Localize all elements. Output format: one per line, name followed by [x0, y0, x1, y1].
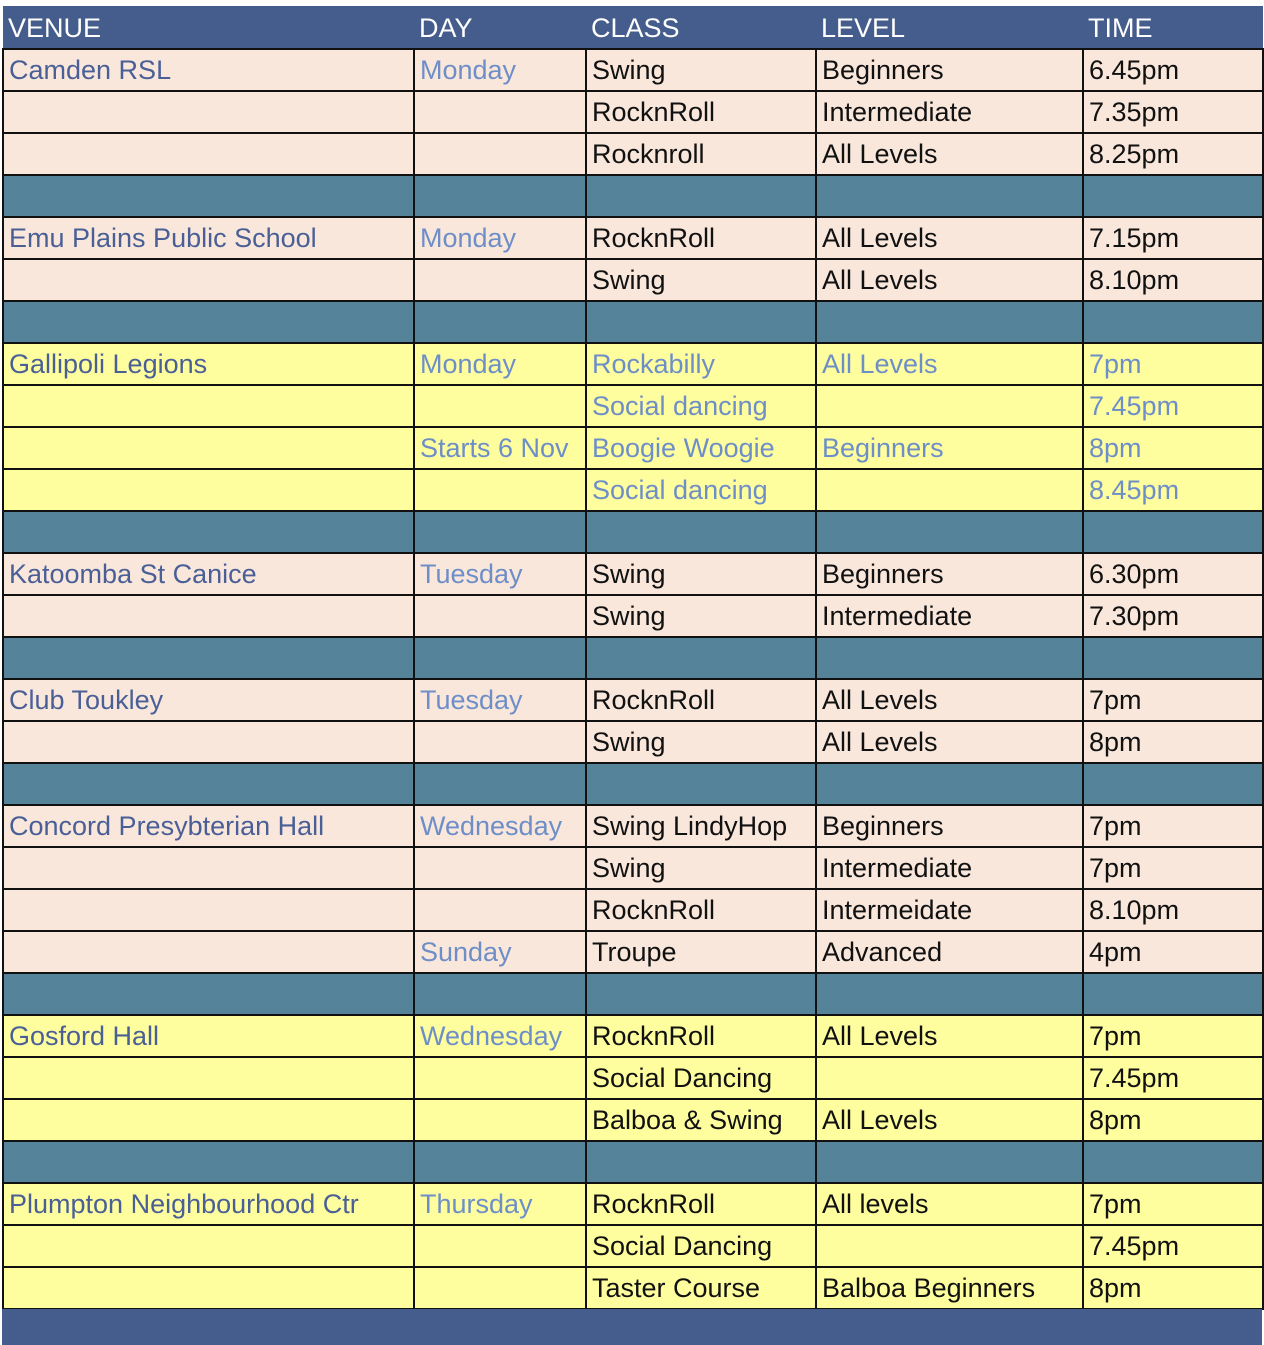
separator-cell — [816, 973, 1083, 1015]
separator-cell — [816, 637, 1083, 679]
class-cell: Swing — [586, 721, 816, 763]
separator-cell — [586, 511, 816, 553]
class-cell: Social Dancing — [586, 1057, 816, 1099]
venue-cell — [3, 1267, 414, 1309]
time-cell: 8pm — [1083, 721, 1263, 763]
separator-cell — [1083, 637, 1263, 679]
day-cell — [414, 1099, 586, 1141]
venue-cell — [3, 427, 414, 469]
schedule-row — [3, 133, 1263, 175]
time-cell: 6.30pm — [1083, 553, 1263, 595]
venue-cell — [3, 1225, 414, 1267]
level-cell: Intermediate — [816, 595, 1083, 637]
time-cell: 8.25pm — [1083, 133, 1263, 175]
schedule-row — [3, 721, 1263, 763]
separator-cell — [586, 301, 816, 343]
schedule-body — [3, 49, 1263, 1309]
level-cell: Intermediate — [816, 91, 1083, 133]
schedule-row — [3, 1225, 1263, 1267]
separator-cell — [816, 511, 1083, 553]
level-cell: Advanced — [816, 931, 1083, 973]
schedule-row — [3, 679, 1263, 721]
day-cell: Wednesday — [414, 805, 586, 847]
venue-cell: Concord Presybterian Hall — [3, 805, 414, 847]
day-cell: Sunday — [414, 931, 586, 973]
venue-cell — [3, 931, 414, 973]
time-cell: 8.45pm — [1083, 469, 1263, 511]
separator-cell — [816, 175, 1083, 217]
class-cell: Social dancing — [586, 469, 816, 511]
schedule-row — [3, 1057, 1263, 1099]
separator-cell — [1083, 763, 1263, 805]
time-column-header: TIME — [1083, 6, 1263, 49]
day-cell: Tuesday — [414, 679, 586, 721]
time-cell: 8.10pm — [1083, 889, 1263, 931]
schedule-row — [3, 343, 1263, 385]
schedule-row — [3, 217, 1263, 259]
day-cell — [414, 1057, 586, 1099]
day-cell — [414, 259, 586, 301]
time-cell: 6.45pm — [1083, 49, 1263, 91]
schedule-row — [3, 889, 1263, 931]
day-cell — [414, 385, 586, 427]
class-cell: RocknRoll — [586, 91, 816, 133]
day-cell — [414, 1225, 586, 1267]
venue-cell — [3, 133, 414, 175]
day-cell: Wednesday — [414, 1015, 586, 1057]
day-cell — [414, 469, 586, 511]
venue-cell: Katoomba St Canice — [3, 553, 414, 595]
level-cell: Beginners — [816, 427, 1083, 469]
class-cell: RocknRoll — [586, 679, 816, 721]
class-cell: Rocknroll — [586, 133, 816, 175]
venue-cell — [3, 1057, 414, 1099]
schedule-row — [3, 1015, 1263, 1057]
time-cell: 4pm — [1083, 931, 1263, 973]
time-cell: 8pm — [1083, 427, 1263, 469]
separator-cell — [3, 301, 414, 343]
venue-cell: Club Toukley — [3, 679, 414, 721]
class-cell: Swing — [586, 553, 816, 595]
separator-cell — [586, 973, 816, 1015]
time-cell: 8pm — [1083, 1267, 1263, 1309]
schedule-row — [3, 385, 1263, 427]
schedule-row — [3, 1267, 1263, 1309]
separator-cell — [414, 301, 586, 343]
level-cell: All levels — [816, 1183, 1083, 1225]
separator-cell — [414, 511, 586, 553]
class-cell: Boogie Woogie — [586, 427, 816, 469]
venue-cell — [3, 721, 414, 763]
level-cell: All Levels — [816, 217, 1083, 259]
day-cell — [414, 847, 586, 889]
schedule-row — [3, 553, 1263, 595]
class-cell: Swing LindyHop — [586, 805, 816, 847]
time-cell: 7.45pm — [1083, 1225, 1263, 1267]
venue-cell — [3, 1099, 414, 1141]
level-cell — [816, 469, 1083, 511]
separator-row — [3, 763, 1263, 805]
level-cell — [816, 1225, 1083, 1267]
venue-cell — [3, 469, 414, 511]
venue-cell: Gallipoli Legions — [3, 343, 414, 385]
separator-cell — [816, 763, 1083, 805]
time-cell: 7.45pm — [1083, 385, 1263, 427]
class-cell: Swing — [586, 847, 816, 889]
separator-cell — [414, 973, 586, 1015]
separator-row — [3, 511, 1263, 553]
venue-cell — [3, 385, 414, 427]
schedule-row — [3, 469, 1263, 511]
class-cell: RocknRoll — [586, 217, 816, 259]
day-cell: Tuesday — [414, 553, 586, 595]
level-cell: All Levels — [816, 721, 1083, 763]
header-row — [3, 6, 1263, 49]
class-cell: Social dancing — [586, 385, 816, 427]
day-cell — [414, 1267, 586, 1309]
day-cell: Monday — [414, 49, 586, 91]
class-cell: RocknRoll — [586, 889, 816, 931]
separator-cell — [414, 763, 586, 805]
venue-cell — [3, 847, 414, 889]
separator-row — [3, 973, 1263, 1015]
schedule-row — [3, 931, 1263, 973]
time-cell: 7.15pm — [1083, 217, 1263, 259]
separator-row — [3, 1141, 1263, 1183]
day-cell — [414, 133, 586, 175]
class-cell: Rockabilly — [586, 343, 816, 385]
level-cell: Balboa Beginners — [816, 1267, 1083, 1309]
venue-cell: Plumpton Neighbourhood Ctr — [3, 1183, 414, 1225]
separator-cell — [586, 1141, 816, 1183]
class-cell: RocknRoll — [586, 1183, 816, 1225]
separator-cell — [1083, 511, 1263, 553]
separator-cell — [816, 301, 1083, 343]
day-cell: Thursday — [414, 1183, 586, 1225]
day-cell: Monday — [414, 343, 586, 385]
time-cell: 7pm — [1083, 1015, 1263, 1057]
level-cell: All Levels — [816, 1015, 1083, 1057]
separator-cell — [3, 175, 414, 217]
level-cell: All Levels — [816, 1099, 1083, 1141]
class-cell: Swing — [586, 595, 816, 637]
separator-row — [3, 301, 1263, 343]
separator-cell — [414, 175, 586, 217]
separator-cell — [3, 973, 414, 1015]
day-cell — [414, 91, 586, 133]
time-cell: 7.45pm — [1083, 1057, 1263, 1099]
class-cell: Balboa & Swing — [586, 1099, 816, 1141]
day-column-header: DAY — [414, 6, 586, 49]
time-cell: 7pm — [1083, 343, 1263, 385]
schedule-row — [3, 847, 1263, 889]
class-schedule-table — [2, 6, 1264, 1310]
class-cell: Troupe — [586, 931, 816, 973]
footer-bar — [2, 1309, 1262, 1345]
separator-cell — [586, 763, 816, 805]
schedule-row — [3, 49, 1263, 91]
time-cell: 8pm — [1083, 1099, 1263, 1141]
venue-cell: Emu Plains Public School — [3, 217, 414, 259]
class-cell: RocknRoll — [586, 1015, 816, 1057]
time-cell: 7pm — [1083, 1183, 1263, 1225]
venue-cell — [3, 595, 414, 637]
schedule-row — [3, 1099, 1263, 1141]
class-column-header: CLASS — [586, 6, 816, 49]
day-cell — [414, 889, 586, 931]
day-cell: Monday — [414, 217, 586, 259]
separator-cell — [1083, 1141, 1263, 1183]
venue-cell: Camden RSL — [3, 49, 414, 91]
day-cell — [414, 595, 586, 637]
schedule-row — [3, 91, 1263, 133]
level-cell — [816, 385, 1083, 427]
time-cell: 7.35pm — [1083, 91, 1263, 133]
separator-cell — [3, 763, 414, 805]
separator-cell — [1083, 175, 1263, 217]
time-cell: 8.10pm — [1083, 259, 1263, 301]
level-cell: Beginners — [816, 805, 1083, 847]
separator-cell — [3, 637, 414, 679]
venue-column-header: VENUE — [3, 6, 414, 49]
separator-cell — [3, 1141, 414, 1183]
venue-cell: Gosford Hall — [3, 1015, 414, 1057]
level-cell: All Levels — [816, 679, 1083, 721]
level-cell: Beginners — [816, 49, 1083, 91]
time-cell: 7.30pm — [1083, 595, 1263, 637]
level-cell: Beginners — [816, 553, 1083, 595]
venue-cell — [3, 91, 414, 133]
venue-cell — [3, 259, 414, 301]
separator-cell — [816, 1141, 1083, 1183]
time-cell: 7pm — [1083, 805, 1263, 847]
level-cell: All Levels — [816, 259, 1083, 301]
separator-cell — [1083, 973, 1263, 1015]
schedule-row — [3, 805, 1263, 847]
class-cell: Social Dancing — [586, 1225, 816, 1267]
time-cell: 7pm — [1083, 847, 1263, 889]
class-cell: Taster Course — [586, 1267, 816, 1309]
venue-cell — [3, 889, 414, 931]
level-cell — [816, 1057, 1083, 1099]
class-cell: Swing — [586, 259, 816, 301]
schedule-row — [3, 595, 1263, 637]
separator-cell — [586, 175, 816, 217]
separator-row — [3, 175, 1263, 217]
level-column-header: LEVEL — [816, 6, 1083, 49]
day-cell — [414, 721, 586, 763]
schedule-row — [3, 1183, 1263, 1225]
level-cell: Intermeidate — [816, 889, 1083, 931]
time-cell: 7pm — [1083, 679, 1263, 721]
separator-cell — [414, 1141, 586, 1183]
class-cell: Swing — [586, 49, 816, 91]
separator-cell — [586, 637, 816, 679]
level-cell: Intermediate — [816, 847, 1083, 889]
separator-cell — [414, 637, 586, 679]
separator-row — [3, 637, 1263, 679]
schedule-row — [3, 259, 1263, 301]
separator-cell — [3, 511, 414, 553]
level-cell: All Levels — [816, 343, 1083, 385]
day-cell: Starts 6 Nov — [414, 427, 586, 469]
schedule-row — [3, 427, 1263, 469]
separator-cell — [1083, 301, 1263, 343]
level-cell: All Levels — [816, 133, 1083, 175]
